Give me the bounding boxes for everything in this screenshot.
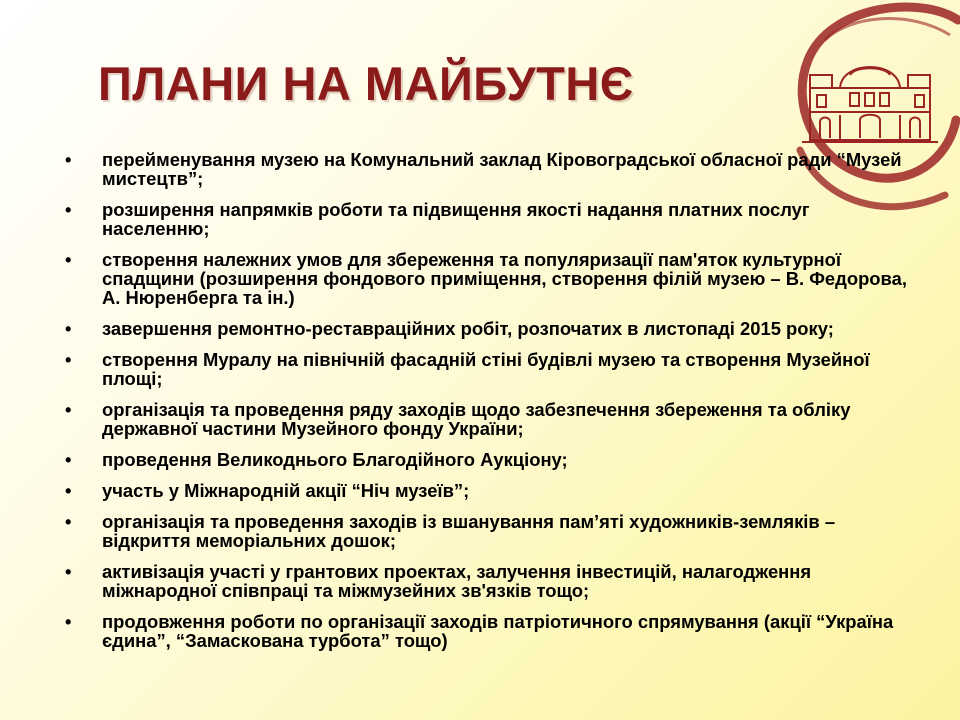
list-item (60, 481, 910, 500)
bullet-marker: • (65, 480, 72, 501)
slide-title: ПЛАНИ НА МАЙБУТНЄ (98, 57, 634, 110)
list-item (60, 400, 910, 438)
list-item (60, 562, 910, 600)
list-item-text: проведення Великоднього Благодійного Аукціону; (102, 449, 568, 470)
bullet-marker: • (65, 449, 72, 470)
bullet-marker: • (65, 611, 72, 632)
list-item (60, 250, 910, 307)
list-item (60, 319, 910, 338)
bullet-marker: • (65, 249, 72, 270)
bullet-marker: • (65, 561, 72, 582)
bullet-marker: • (65, 349, 72, 370)
list-item (60, 200, 910, 238)
list-item-text: створення належних умов для збереження та популяризації пам'яток культурної спадщини (розширення фондового приміщення, створення філій музею – В. Федорова, А. Нюренберга та ін.) (102, 249, 907, 308)
bullet-marker: • (65, 399, 72, 420)
list-item-text: продовження роботи по організації заходів патріотичного спрямування (акції “Україна єдина”, “Замаскована турбота” тощо) (102, 611, 894, 651)
list-item (60, 512, 910, 550)
list-item (60, 350, 910, 388)
bullet-marker: • (65, 318, 72, 339)
list-item (60, 450, 910, 469)
bullet-marker: • (65, 511, 72, 532)
list-item-text: активізація участі у грантових проектах, залучення інвестицій, налагодження міжнародної співпраці та міжмузейних зв'язків тощо; (102, 561, 812, 601)
list-item-text: розширення напрямків роботи та підвищення якості надання платних послуг населенню; (102, 199, 810, 239)
list-item (60, 150, 910, 188)
list-item-text: завершення ремонтно-реставраційних робіт, розпочатих в листопаді 2015 року; (102, 318, 834, 339)
bullet-marker: • (65, 199, 72, 220)
list-item-text: організація та проведення ряду заходів щодо забезпечення збереження та обліку державної частини Музейного фонду України; (102, 399, 851, 439)
list-item-text: організація та проведення заходів із вшанування пам’яті художників-земляків – відкриття меморіальних дошок; (102, 511, 836, 551)
bullet-marker: • (65, 149, 72, 170)
list-item-text: перейменування музею на Комунальний заклад Кіровоградської обласної ради “Музей мистецтв”; (102, 149, 902, 189)
list-item-text: участь у Міжнародній акції “Ніч музеїв”; (102, 480, 470, 501)
bullet-list (60, 150, 910, 662)
list-item-text: створення Муралу на північній фасадній стіні будівлі музею та створення Музейної площі; (102, 349, 870, 389)
list-item (60, 612, 910, 650)
